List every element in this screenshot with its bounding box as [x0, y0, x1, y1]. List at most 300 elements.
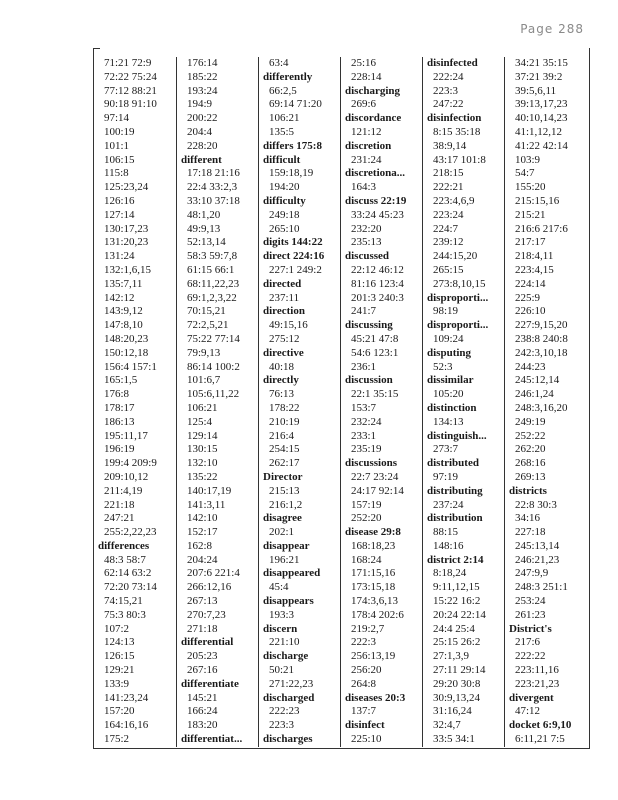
page-reference: 196:21 [269, 553, 300, 566]
page-reference: 97:19 [433, 470, 459, 483]
page-reference: 227:18 [515, 526, 546, 539]
index-term: distinguish... [427, 429, 487, 442]
index-term: divergent [509, 691, 554, 704]
page-reference: 72:22 75:24 [104, 70, 157, 83]
page-reference: 238:8 240:8 [515, 332, 568, 345]
index-term: differentiate [181, 677, 239, 690]
page-reference: 77:12 88:21 [104, 84, 157, 97]
index-column-2 [176, 57, 259, 747]
page-reference: 164:3 [351, 181, 377, 194]
page-reference: 106:15 [104, 153, 135, 166]
page-reference: 52:13,14 [187, 236, 226, 249]
page-reference: 165:1,5 [104, 374, 138, 387]
index-term: discuss 22:19 [345, 194, 407, 207]
page-reference: 224:7 [433, 222, 459, 235]
page-reference: 20:24 22:14 [433, 608, 486, 621]
page-reference: 223:11,16 [515, 664, 559, 677]
page-reference: 145:21 [187, 691, 218, 704]
page-reference: 86:14 100:2 [187, 360, 240, 373]
page-reference: 63:4 [269, 57, 289, 69]
page-reference: 247:22 [433, 98, 464, 111]
page-reference: 168:24 [351, 553, 382, 566]
page-reference: 237:24 [433, 498, 464, 511]
index-term: directly [263, 374, 299, 387]
index-term: distributing [427, 484, 483, 497]
page-reference: 271:22,23 [269, 677, 314, 690]
page-reference: 106:21 [269, 112, 300, 125]
index-term: disappears [263, 595, 314, 608]
page-reference: 224:14 [515, 277, 546, 290]
page-reference: 222:23 [269, 705, 300, 718]
page-reference: 79:9,13 [187, 346, 221, 359]
index-term: dissimilar [427, 374, 474, 387]
index-term: differently [263, 70, 313, 83]
index-term: districts [509, 484, 547, 497]
page-reference: 256:20 [351, 664, 382, 677]
index-term: District's [509, 622, 552, 635]
page-reference: 195:11,17 [104, 429, 148, 442]
page-reference: 72:2,5,21 [187, 319, 229, 332]
page-reference: 31:16,24 [433, 705, 472, 718]
page-reference: 178:22 [269, 401, 300, 414]
page-reference: 22:12 46:12 [351, 263, 404, 276]
page-reference: 252:22 [515, 429, 546, 442]
index-term: discharged [263, 691, 315, 704]
page-reference: 175:2 [104, 733, 130, 746]
page-reference: 27:11 29:14 [433, 664, 486, 677]
page-reference: 39:13,17,23 [515, 98, 568, 111]
page-reference: 171:15,16 [351, 567, 396, 580]
page-reference: 159:18,19 [269, 167, 314, 180]
page-reference: 105:6,11,22 [187, 388, 240, 401]
page-reference: 129:14 [187, 429, 218, 442]
page-reference: 225:9 [515, 291, 541, 304]
index-term: disinfected [427, 57, 478, 69]
page-reference: 249:19 [515, 415, 546, 428]
page-reference: 217:6 [515, 636, 541, 649]
page-reference: 72:20 73:14 [104, 581, 157, 594]
page-reference: 143:9,12 [104, 305, 143, 318]
page-reference: 244:15,20 [433, 250, 478, 263]
page-reference: 135:5 [269, 125, 295, 138]
page-reference: 27:1,3,9 [433, 650, 470, 663]
index-term: disease 29:8 [345, 526, 401, 539]
index-column-3 [258, 57, 341, 747]
page-reference: 269:6 [351, 98, 377, 111]
index-term: docket 6:9,10 [509, 719, 572, 732]
page-reference: 129:21 [104, 664, 135, 677]
page-reference: 218:15 [433, 167, 464, 180]
index-term: discharges [263, 733, 313, 746]
page-reference: 271:18 [187, 622, 218, 635]
page-reference: 215:21 [515, 208, 546, 221]
page-reference: 216:1,2 [269, 498, 303, 511]
page-reference: 223:21,23 [515, 677, 560, 690]
index-term: disagree [263, 512, 302, 525]
page-reference: 52:3 [433, 360, 453, 373]
page-reference: 153:7 [351, 401, 377, 414]
page-reference: 207:6 221:4 [187, 567, 240, 580]
page-reference: 227:1 249:2 [269, 263, 322, 276]
page-reference: 6:11,21 7:5 [515, 733, 565, 746]
page-reference: 205:23 [187, 650, 218, 663]
page-reference: 162:8 [187, 539, 213, 552]
page-reference: 22:8 30:3 [515, 498, 557, 511]
page-reference: 236:1 [351, 360, 377, 373]
page-reference: 66:2,5 [269, 84, 297, 97]
page-reference: 75:22 77:14 [187, 332, 240, 345]
page-reference: 200:22 [187, 112, 218, 125]
page-reference: 135:7,11 [104, 277, 143, 290]
page-reference: 254:15 [269, 443, 300, 456]
page-reference: 156:4 157:1 [104, 360, 157, 373]
frame-corner-mark [94, 48, 100, 49]
page-reference: 131:20,23 [104, 236, 149, 249]
page-reference: 97:14 [104, 112, 130, 125]
page-reference: 222:22 [515, 650, 546, 663]
index-term: diseases 20:3 [345, 691, 406, 704]
page-reference: 133:9 [104, 677, 130, 690]
index-term: direction [263, 305, 305, 318]
index-term: disproporti... [427, 319, 489, 332]
page-reference: 242:3,10,18 [515, 346, 568, 359]
page-reference: 75:3 80:3 [104, 608, 146, 621]
index-term: discretion [345, 139, 392, 152]
index-term: disappeared [263, 567, 321, 580]
index-term: distributed [427, 457, 479, 470]
page-reference: 164:16,16 [104, 719, 149, 732]
page-reference: 105:20 [433, 388, 464, 401]
page-reference: 33:10 37:18 [187, 194, 240, 207]
page-reference: 261:23 [515, 608, 546, 621]
index-term: directive [263, 346, 304, 359]
page-reference: 215:15,16 [515, 194, 560, 207]
index-term: discordance [345, 112, 402, 125]
page-reference: 246:21,23 [515, 553, 560, 566]
page-reference: 196:19 [104, 443, 135, 456]
page-reference: 183:20 [187, 719, 218, 732]
page-reference: 269:13 [515, 470, 546, 483]
index-term: discern [263, 622, 298, 635]
page-reference: 223:24 [433, 208, 464, 221]
page-reference: 8:18,24 [433, 567, 467, 580]
page-reference: 8:15 35:18 [433, 125, 481, 138]
page-reference: 127:14 [104, 208, 135, 221]
index-term: discharging [345, 84, 401, 97]
index-term: disinfection [427, 112, 482, 125]
page-reference: 137:7 [351, 705, 377, 718]
page-reference: 176:14 [187, 57, 218, 69]
page-reference: 22:7 23:24 [351, 470, 399, 483]
index-column-5 [422, 57, 505, 747]
index-term: disproporti... [427, 291, 489, 304]
page-reference: 34:16 [515, 512, 541, 525]
page-reference: 48:1,20 [187, 208, 221, 221]
page-reference: 239:12 [433, 236, 464, 249]
page-reference: 221:10 [269, 636, 300, 649]
page-reference: 41:22 42:14 [515, 139, 568, 152]
page-reference: 30:9,13,24 [433, 691, 481, 704]
page-reference: 193:3 [269, 608, 295, 621]
page-reference: 130:17,23 [104, 222, 149, 235]
page-reference: 76:13 [269, 388, 295, 401]
page-reference: 61:15 66:1 [187, 263, 235, 276]
page-reference: 262:17 [269, 457, 300, 470]
page-reference: 194:20 [269, 181, 300, 194]
page-reference: 54:7 [515, 167, 535, 180]
page-reference: 219:2,7 [351, 622, 385, 635]
page-reference: 253:24 [515, 595, 546, 608]
page-reference: 211:4,19 [104, 484, 143, 497]
page-reference: 147:8,10 [104, 319, 143, 332]
page-reference: 178:17 [104, 401, 135, 414]
page-reference: 130:15 [187, 443, 218, 456]
page-reference: 223:4,6,9 [433, 194, 475, 207]
page-reference: 17:18 21:16 [187, 167, 240, 180]
page-reference: 255:2,22,23 [104, 526, 157, 539]
page-reference: 185:22 [187, 70, 218, 83]
page-reference: 265:10 [269, 222, 300, 235]
page-reference: 210:19 [269, 415, 300, 428]
page-reference: 241:7 [351, 305, 377, 318]
page-reference: 141:3,11 [187, 498, 226, 511]
page-reference: 245:12,14 [515, 374, 560, 387]
page-reference: 62:14 63:2 [104, 567, 152, 580]
index-term: difficulty [263, 194, 306, 207]
page-reference: 15:22 16:2 [433, 595, 481, 608]
index-term: discussion [345, 374, 393, 387]
page-reference: 204:4 [187, 125, 213, 138]
page-reference: 231:24 [351, 153, 382, 166]
page-reference: 237:11 [269, 291, 300, 304]
index-term: direct 224:16 [263, 250, 325, 263]
page-reference: 49:15,16 [269, 319, 308, 332]
page-reference: 248:3,16,20 [515, 401, 568, 414]
index-term: discretiona... [345, 167, 405, 180]
page-reference: 178:4 202:6 [351, 608, 404, 621]
page-reference: 155:20 [515, 181, 546, 194]
page-reference: 142:10 [187, 512, 218, 525]
page-reference: 248:3 251:1 [515, 581, 568, 594]
page-reference: 247:9,9 [515, 567, 549, 580]
page-reference: 194:9 [187, 98, 213, 111]
index-term: disinfect [345, 719, 385, 732]
page-reference: 186:13 [104, 415, 135, 428]
page-reference: 148:16 [433, 539, 464, 552]
index-term: different [181, 153, 222, 166]
page-reference: 54:6 123:1 [351, 346, 399, 359]
page-reference: 100:19 [104, 125, 135, 138]
page-reference: 45:21 47:8 [351, 332, 399, 345]
index-term: disputing [427, 346, 472, 359]
page-reference: 193:24 [187, 84, 218, 97]
index-term: Director [263, 470, 303, 483]
page-reference: 232:24 [351, 415, 382, 428]
page-reference: 43:17 101:8 [433, 153, 486, 166]
page-reference: 50:21 [269, 664, 295, 677]
index-term: differential [181, 636, 234, 649]
page-reference: 228:14 [351, 70, 382, 83]
page-reference: 68:11,22,23 [187, 277, 240, 290]
page-reference: 32:4,7 [433, 719, 461, 732]
index-term: discharge [263, 650, 309, 663]
index-term: distribution [427, 512, 483, 525]
page-reference: 22:1 35:15 [351, 388, 399, 401]
page-reference: 273:7 [433, 443, 459, 456]
page-reference: 49:9,13 [187, 222, 221, 235]
page-reference: 34:21 35:15 [515, 57, 568, 69]
page-reference: 173:15,18 [351, 581, 396, 594]
page-reference: 132:1,6,15 [104, 263, 152, 276]
page-reference: 121:12 [351, 125, 382, 138]
page-reference: 47:12 [515, 705, 541, 718]
page-reference: 157:20 [104, 705, 135, 718]
page-reference: 268:16 [515, 457, 546, 470]
page-reference: 247:21 [104, 512, 135, 525]
page-reference: 235:13 [351, 236, 382, 249]
page-reference: 135:22 [187, 470, 218, 483]
page-reference: 244:23 [515, 360, 546, 373]
page-reference: 58:3 59:7,8 [187, 250, 238, 263]
index-term: differs 175:8 [263, 139, 322, 152]
page-reference: 24:17 92:14 [351, 484, 404, 497]
page-reference: 270:7,23 [187, 608, 226, 621]
page-reference: 215:13 [269, 484, 300, 497]
page-reference: 209:10,12 [104, 470, 149, 483]
page-reference: 148:20,23 [104, 332, 149, 345]
page-reference: 223:3 [269, 719, 295, 732]
page-reference: 174:3,6,13 [351, 595, 399, 608]
page-reference: 125:4 [187, 415, 213, 428]
page-reference: 115:8 [104, 167, 129, 180]
index-term: differentiat... [181, 733, 243, 746]
page-reference: 225:10 [351, 733, 382, 746]
page-reference: 150:12,18 [104, 346, 149, 359]
page-reference: 264:8 [351, 677, 377, 690]
page-reference: 25:15 26:2 [433, 636, 481, 649]
page-reference: 39:5,6,11 [515, 84, 557, 97]
page-reference: 103:9 [515, 153, 541, 166]
page-reference: 222:3 [351, 636, 377, 649]
page-reference: 142:12 [104, 291, 135, 304]
index-table [93, 48, 590, 749]
page-reference: 140:17,19 [187, 484, 232, 497]
page-reference: 107:2 [104, 622, 130, 635]
page-reference: 256:13,19 [351, 650, 396, 663]
page-reference: 273:8,10,15 [433, 277, 486, 290]
page-reference: 266:12,16 [187, 581, 232, 594]
page-reference: 275:12 [269, 332, 300, 345]
page-reference: 38:9,14 [433, 139, 467, 152]
index-column-4 [340, 57, 423, 747]
page-reference: 98:19 [433, 305, 459, 318]
page-reference: 124:13 [104, 636, 135, 649]
page-reference: 217:17 [515, 236, 546, 249]
page-reference: 222:24 [433, 70, 464, 83]
page-reference: 33:24 45:23 [351, 208, 404, 221]
page-reference: 265:15 [433, 263, 464, 276]
page-reference: 71:21 72:9 [104, 57, 152, 69]
page-reference: 228:20 [187, 139, 218, 152]
index-term: district 2:14 [427, 553, 484, 566]
page-number: Page 288 [520, 22, 584, 36]
page-reference: 81:16 123:4 [351, 277, 404, 290]
index-term: digits 144:22 [263, 236, 323, 249]
page-reference: 218:4,11 [515, 250, 554, 263]
page-reference: 166:24 [187, 705, 218, 718]
page-reference: 131:24 [104, 250, 135, 263]
index-column-1 [94, 57, 176, 747]
page-reference: 141:23,24 [104, 691, 149, 704]
page-reference: 33:5 34:1 [433, 733, 475, 746]
page-reference: 201:3 240:3 [351, 291, 404, 304]
page-reference: 106:21 [187, 401, 218, 414]
page-reference: 152:17 [187, 526, 218, 539]
page-reference: 245:13,14 [515, 539, 560, 552]
page-reference: 157:19 [351, 498, 382, 511]
index-term: differences [98, 539, 150, 552]
page-reference: 48:3 58:7 [104, 553, 146, 566]
page-reference: 216:4 [269, 429, 295, 442]
page-reference: 222:21 [433, 181, 464, 194]
index-term: discussed [345, 250, 390, 263]
page-reference: 29:20 30:8 [433, 677, 481, 690]
page-reference: 37:21 39:2 [515, 70, 563, 83]
page-reference: 125:23,24 [104, 181, 149, 194]
index-term: disappear [263, 539, 310, 552]
index-column-6 [504, 57, 587, 747]
page-reference: 252:20 [351, 512, 382, 525]
page-reference: 69:1,2,3,22 [187, 291, 237, 304]
page-reference: 233:1 [351, 429, 377, 442]
page-reference: 216:6 217:6 [515, 222, 568, 235]
page-reference: 101:1 [104, 139, 130, 152]
page-reference: 168:18,23 [351, 539, 396, 552]
page-reference: 69:14 71:20 [269, 98, 322, 111]
index-term: distinction [427, 401, 477, 414]
page-reference: 45:4 [269, 581, 289, 594]
page-reference: 41:1,12,12 [515, 125, 563, 138]
page-reference: 134:13 [433, 415, 464, 428]
page-reference: 24:4 25:4 [433, 622, 475, 635]
page-reference: 246:1,24 [515, 388, 554, 401]
page-reference: 223:4,15 [515, 263, 554, 276]
page-reference: 70:15,21 [187, 305, 226, 318]
page-reference: 267:13 [187, 595, 218, 608]
index-term: difficult [263, 153, 301, 166]
page-reference: 176:8 [104, 388, 130, 401]
page-reference: 223:3 [433, 84, 459, 97]
index-term: discussing [345, 319, 393, 332]
page-reference: 90:18 91:10 [104, 98, 157, 111]
page-reference: 267:16 [187, 664, 218, 677]
page-reference: 249:18 [269, 208, 300, 221]
page-reference: 132:10 [187, 457, 218, 470]
page-reference: 9:11,12,15 [433, 581, 480, 594]
page-reference: 101:6,7 [187, 374, 221, 387]
page-reference: 199:4 209:9 [104, 457, 157, 470]
page-reference: 232:20 [351, 222, 382, 235]
page-reference: 262:20 [515, 443, 546, 456]
page-reference: 126:15 [104, 650, 135, 663]
page-reference: 227:9,15,20 [515, 319, 568, 332]
page-reference: 126:16 [104, 194, 135, 207]
page-reference: 109:24 [433, 332, 464, 345]
index-term: discussions [345, 457, 397, 470]
page-reference: 204:24 [187, 553, 218, 566]
index-term: directed [263, 277, 302, 290]
page-reference: 226:10 [515, 305, 546, 318]
